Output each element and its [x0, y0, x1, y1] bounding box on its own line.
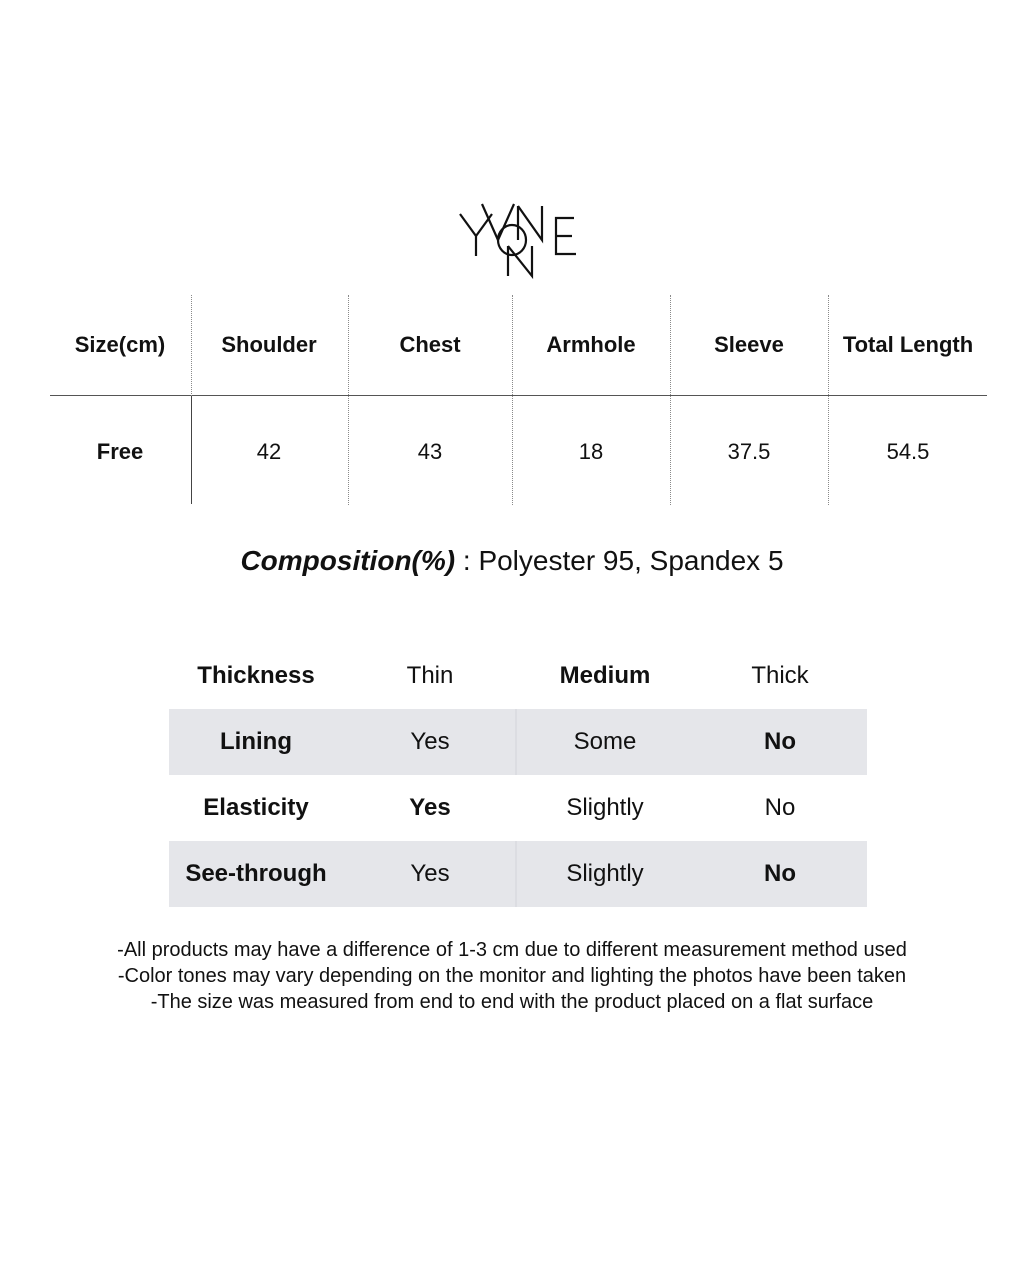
fabric-option: No [764, 860, 796, 887]
fabric-option: Medium [559, 662, 651, 689]
value-chest: 43 [417, 439, 443, 464]
value-shoulder: 42 [256, 439, 282, 464]
value-total-length: 54.5 [886, 439, 930, 464]
header-shoulder: Shoulder [221, 332, 317, 357]
note-line: -The size was measured from end to end with the product placed on a flat surface [150, 991, 874, 1013]
fabric-option: No [764, 728, 796, 755]
fabric-row-elasticity [169, 775, 867, 841]
fabric-properties-table [169, 643, 867, 907]
fabric-option: No [764, 794, 796, 821]
fabric-option: Yes [409, 794, 451, 821]
fabric-option: Thin [406, 662, 454, 689]
fabric-row-label: Lining [220, 728, 292, 755]
notes [0, 937, 1024, 1015]
composition-line [0, 545, 1024, 577]
note-line: -All products may have a difference of 1-3 cm due to different measurement method used [117, 939, 907, 961]
value-sleeve: 37.5 [727, 439, 771, 464]
fabric-option: Yes [410, 860, 450, 887]
fabric-option: Slightly [566, 794, 644, 821]
column-divider [828, 295, 829, 505]
fabric-row-see-through [169, 841, 867, 907]
header-sleeve: Sleeve [714, 332, 784, 357]
fabric-row-thickness [169, 643, 867, 709]
composition-label: Composition(%) [240, 545, 456, 576]
header-chest: Chest [399, 332, 461, 357]
fabric-row-label: Thickness [197, 662, 315, 689]
header-size: Size(cm) [74, 332, 166, 357]
size-table [0, 0, 1024, 520]
size-free: Free [96, 439, 144, 464]
composition-value: Polyester 95, Spandex 5 [478, 545, 784, 576]
header-armhole: Armhole [546, 332, 636, 357]
composition-separator: : [455, 545, 479, 576]
fabric-option: Yes [410, 728, 450, 755]
fabric-row-label: Elasticity [203, 794, 309, 821]
column-divider [348, 295, 349, 505]
note-line: -Color tones may vary depending on the monitor and lighting the photos have been taken [117, 965, 907, 987]
fabric-option: Some [573, 728, 637, 755]
column-divider [670, 295, 671, 505]
fabric-option: Slightly [566, 860, 644, 887]
fabric-option: Thick [751, 662, 809, 689]
header-total-length: Total Length [842, 332, 974, 357]
column-divider [512, 295, 513, 505]
fabric-row-label: See-through [185, 860, 327, 887]
value-armhole: 18 [578, 439, 604, 464]
fabric-row-lining [169, 709, 867, 775]
